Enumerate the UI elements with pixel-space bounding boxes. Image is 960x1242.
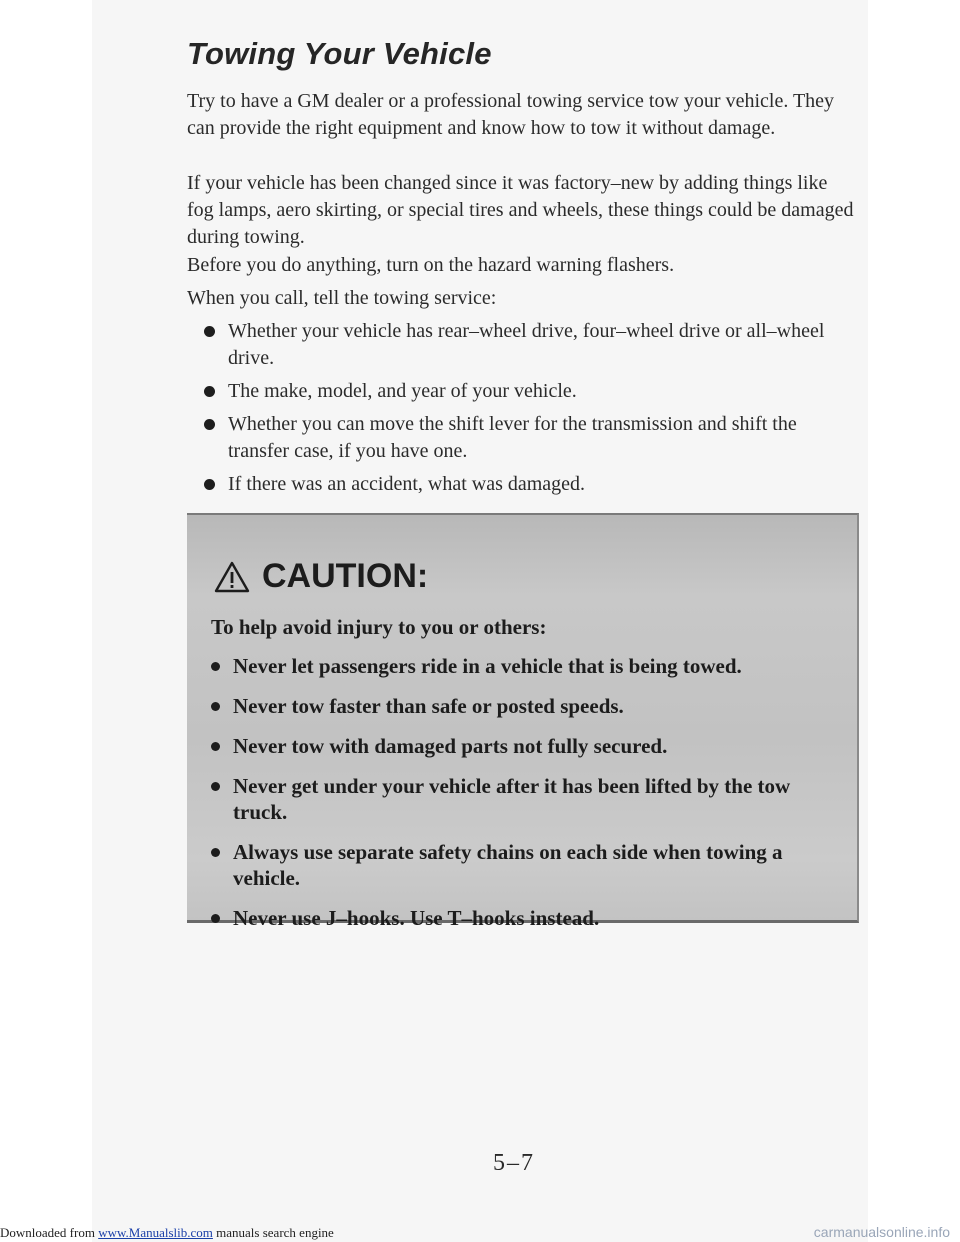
caution-header: [214, 557, 428, 596]
list-item-text: Whether your vehicle has rear–wheel drive, four–wheel drive or all–wheel drive.: [228, 320, 825, 369]
caution-item-text: Never tow with damaged parts not fully secured.: [233, 734, 668, 758]
caution-item-text: Never tow faster than safe or posted speeds.: [233, 694, 624, 718]
list-item: [204, 411, 854, 465]
bullet-icon: [204, 419, 215, 430]
caution-item: [211, 693, 841, 719]
hazard-paragraph: Before you do anything, turn on the hazard warning flashers.: [187, 254, 675, 276]
caution-item: [211, 653, 841, 679]
caution-intro: To help avoid injury to you or others:: [211, 615, 547, 639]
list-item: [204, 318, 854, 372]
caution-item: [211, 733, 841, 759]
bullet-icon: [211, 702, 220, 711]
caution-item: [211, 905, 841, 931]
modification-paragraph: If your vehicle has been changed since it was factory–new by adding things like fog lamps, aero skirting, or special tires and wheels, these things could be damaged during towing.: [187, 172, 854, 248]
bullet-icon: [211, 782, 220, 791]
caution-item: [211, 839, 841, 891]
bullet-icon: [211, 662, 220, 671]
bullet-icon: [204, 479, 215, 490]
caution-box: [187, 513, 859, 930]
list-item: [204, 378, 854, 405]
caution-item-text: Never let passengers ride in a vehicle that is being towed.: [233, 654, 742, 678]
bullet-icon: [211, 848, 220, 857]
caution-item-text: Never get under your vehicle after it has been lifted by the tow truck.: [233, 774, 791, 824]
list-item-text: Whether you can move the shift lever for the transmission and shift the transfer case, if you have one.: [228, 413, 797, 462]
watermark: carmanualsonline.info: [813, 1224, 950, 1240]
caution-item-text: Never use J–hooks. Use T–hooks instead.: [233, 906, 600, 930]
download-banner: [0, 1225, 334, 1241]
caution-list: [211, 653, 841, 945]
bullet-icon: [211, 742, 220, 751]
bullet-icon: [204, 326, 215, 337]
bullet-icon: [211, 914, 220, 923]
list-item-text: If there was an accident, what was damaged.: [228, 473, 586, 495]
caution-heading: CAUTION:: [262, 557, 429, 595]
caution-item-text: Always use separate safety chains on each side when towing a vehicle.: [233, 840, 783, 890]
banner-suffix: manuals search engine: [212, 1225, 334, 1240]
intro-paragraph: Try to have a GM dealer or a professional towing service tow your vehicle. They can provide the right equipment and know how to tow it without damage.: [187, 90, 835, 139]
bullet-icon: [204, 386, 215, 397]
towing-info-list: [204, 318, 854, 504]
manualslib-link[interactable]: www.Manualslib.com: [98, 1225, 213, 1240]
list-item-text: The make, model, and year of your vehicle.: [228, 380, 577, 402]
caution-item: [211, 773, 841, 825]
page-number: 5–7: [493, 1150, 535, 1176]
call-paragraph: When you call, tell the towing service:: [187, 287, 497, 309]
page-title: Towing Your Vehicle: [187, 36, 492, 71]
warning-triangle-icon: [214, 561, 250, 593]
banner-prefix: Downloaded from: [0, 1225, 99, 1240]
list-item: [204, 471, 854, 498]
